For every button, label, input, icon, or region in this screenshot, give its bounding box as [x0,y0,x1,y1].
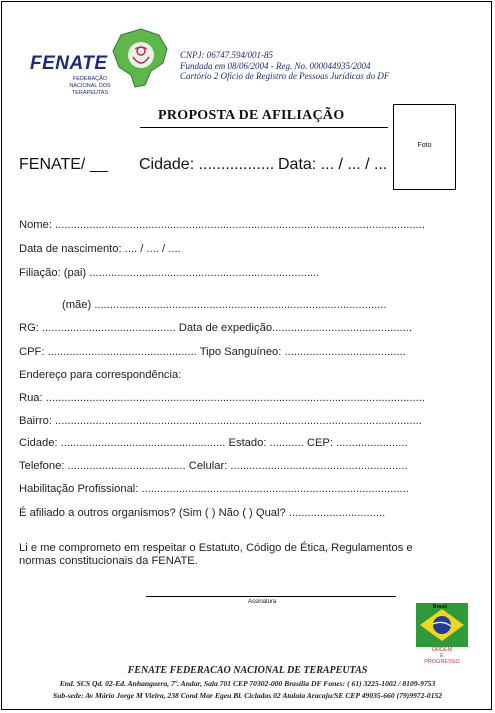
signature-label: Assinatura [248,599,277,605]
qualification-field[interactable]: Habilitação Profissional: ...................................................................................... [19,483,409,495]
name-field[interactable]: Nome: ....................................................................................................................... [19,219,425,231]
form-title: PROPOSTA DE AFILIAÇÃO [158,108,345,123]
founded-line: Fundada em 08/06/2004 - Reg. No. 000044935/2004 [180,60,371,71]
footer-org: FENATE FEDERACAO NACIONAL DE TERAPEUTAS [127,665,368,676]
fenate-number-field[interactable]: FENATE/ __ [19,156,108,173]
logo-subtitle: FEDERAÇÃO NACIONAL DOS TERAPEUTAS [69,76,111,96]
birthdate-field[interactable]: Data de nascimento: .... / .... / .... [19,243,181,255]
title-underline [140,127,388,128]
footer-address: End. SCS Qd. 02-Ed. Anhanguera, 7º. Andar, Sala 701 CEP 70302-000 Brasília DF Fones: ( 61) 3225-1002 / 8109-9753 [59,679,436,688]
seal-motto-line: PROGRESSO [424,659,460,665]
seal-motto-line: E [440,653,444,659]
photo-label: Foto [417,142,432,149]
logo-wordmark: FENATE [30,53,108,74]
registry-line: Cartório 2 Ofício de Registro de Pessoas Jurídicas do DF [180,71,390,81]
phone-field[interactable]: Telefone: ...................................... Celular: ......................................................... [19,460,408,472]
date-field[interactable]: Data: ... / ... / ... [278,156,388,173]
neighborhood-field[interactable]: Bairro: ...................................................................................................................... [19,415,422,427]
registration-info [180,50,389,82]
declaration-text [19,542,413,568]
seal-motto [416,647,468,665]
street-field[interactable]: Rua: .......................................................................................................................... [19,392,425,404]
seal-motto-line: ORDEM [431,647,453,653]
declaration-line: normas constitucionais da FENATE. [19,555,198,567]
father-field[interactable]: Filiação: (pai) .......................................................................... [19,267,320,279]
signature-line[interactable] [146,596,396,597]
cnpj-line: CNPJ: 06747.594/001-85 [180,50,273,60]
city-state-zip-field[interactable]: Cidade: ..................................................... Estado: ........... CEP: ....................... [19,437,408,449]
footer-subsede: Sub-sede: Av Mário Jorge M Vieira, 238 Cond Mar Egeu Bl. Cicladas 02 Atalaia Aracaju/SE CEP 49035-660 (79)9972-0152 [52,691,443,700]
declaration-line: Li e me comprometo em respeitar o Estatuto, Código de Ética, Regulamentos e [19,542,413,554]
mother-field[interactable]: (mãe) .............................................................................................. [62,299,387,311]
affiliation-field[interactable]: É afiliado a outros organismos? (Sim ( ) Não ( ) Qual? ............................... [19,507,386,519]
cpf-blood-type-field[interactable]: CPF: ................................................ Tipo Sanguíneo: ....................................... [19,346,406,358]
address-heading: Endereço para correspondência: [19,369,182,381]
city-field[interactable]: Cidade: ................. [139,156,275,173]
seal-top-label: Brasil [433,604,447,610]
photo-box[interactable] [393,104,456,190]
rg-field[interactable]: RG: ........................................... Data de expedição............................................. [19,322,412,334]
